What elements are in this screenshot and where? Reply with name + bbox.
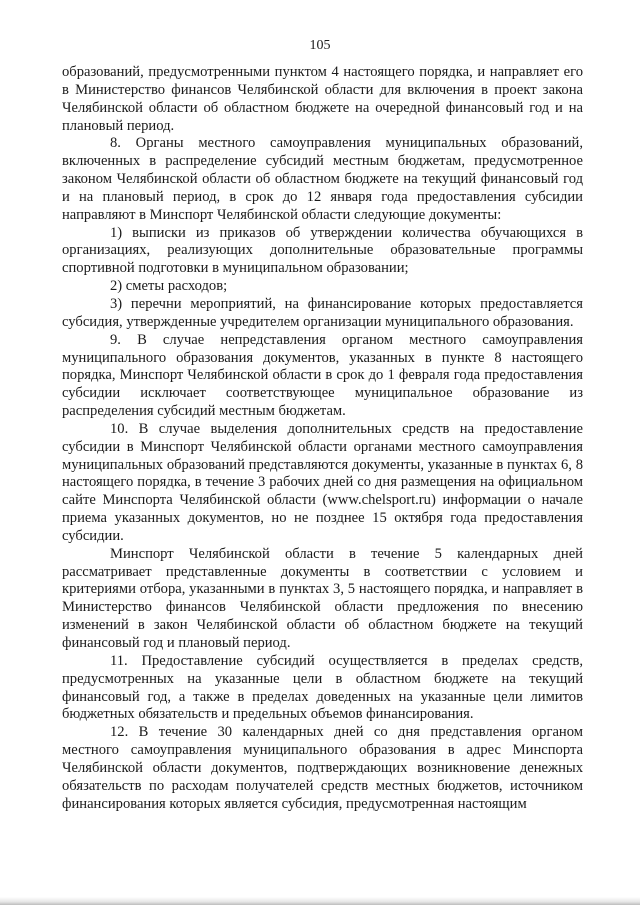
paragraph-item-10: 10. В случае выделения дополнительных средств на предоставление субсидии в Минспорт Челябинской области органами местного самоуправления муниципальных образований представляются документы, указанные в пунктах 6, 8 настоящего порядка, в течение 3 рабочих дней со дня размещения на официальном сайте Минспорта Челябинской области (www.chelsport.ru) информации о начале приема указанных документов, но не позднее 15 октября года предоставления субсидии. — [62, 420, 583, 544]
paragraph-continuation: образований, предусмотренными пунктом 4 настоящего порядка, и направляет его в Министерство финансов Челябинской области для включения в проект закона Челябинской области об областном бюджете на очередной финансовый год и на плановый период. — [62, 64, 583, 134]
paragraph-subitem-1: 1) выписки из приказов об утверждении количества обучающихся в организациях, реализующих дополнительные образовательные программы спортивной подготовки в муниципальном образовании; — [62, 224, 583, 277]
document-body — [62, 64, 583, 813]
page-bottom-edge — [0, 897, 640, 905]
paragraph-item-9: 9. В случае непредставления органом местного самоуправления муниципального образования документов, указанных в пункте 8 настоящего порядка, Минспорт Челябинской области в срок до 1 февраля года предоставления субсидии исключает соответствующее муниципальное образование из распределения субсидий местным бюджетам. — [62, 331, 583, 420]
paragraph-item-12: 12. В течение 30 календарных дней со дня представления органом местного самоуправления муниципального образования в адрес Минспорта Челябинской области документов, подтверждающих возникновение денежных обязательств по расходам получателей средств местных бюджетов, источником финансирования которых является субсидия, предусмотренная настоящим — [62, 724, 583, 812]
paragraph-item-8: 8. Органы местного самоуправления муниципальных образований, включенных в распределение субсидий местным бюджетам, предусмотренное законом Челябинской области об областном бюджете на текущий финансовый год и на плановый период, в срок до 12 января года предоставления субсидии направляют в Минспорт Челябинской области следующие документы: — [62, 135, 583, 223]
paragraph-subitem-2: 2) сметы расходов; — [110, 278, 228, 295]
page-number: 105 — [309, 38, 331, 53]
paragraph-item-10-continued: Минспорт Челябинской области в течение 5 календарных дней рассматривает представленные документы в соответствии с условием и критериями отбора, указанными в пунктах 3, 5 настоящего порядка, и направляет в Министерство финансов Челябинской области предложения по внесению изменений в закон Челябинской области об областном бюджете на текущий финансовый год и плановый период. — [62, 545, 583, 651]
paragraph-item-11: 11. Предоставление субсидий осуществляется в пределах средств, предусмотренных на указанные цели в областном бюджете на текущий финансовый год, а также в пределах доведенных на указанные цели лимитов бюджетных обязательств и предельных объемов финансирования. — [62, 652, 583, 723]
paragraph-subitem-3: 3) перечни мероприятий, на финансирование которых предоставляется субсидия, утвержденные учредителем организации муниципального образования. — [62, 295, 583, 330]
